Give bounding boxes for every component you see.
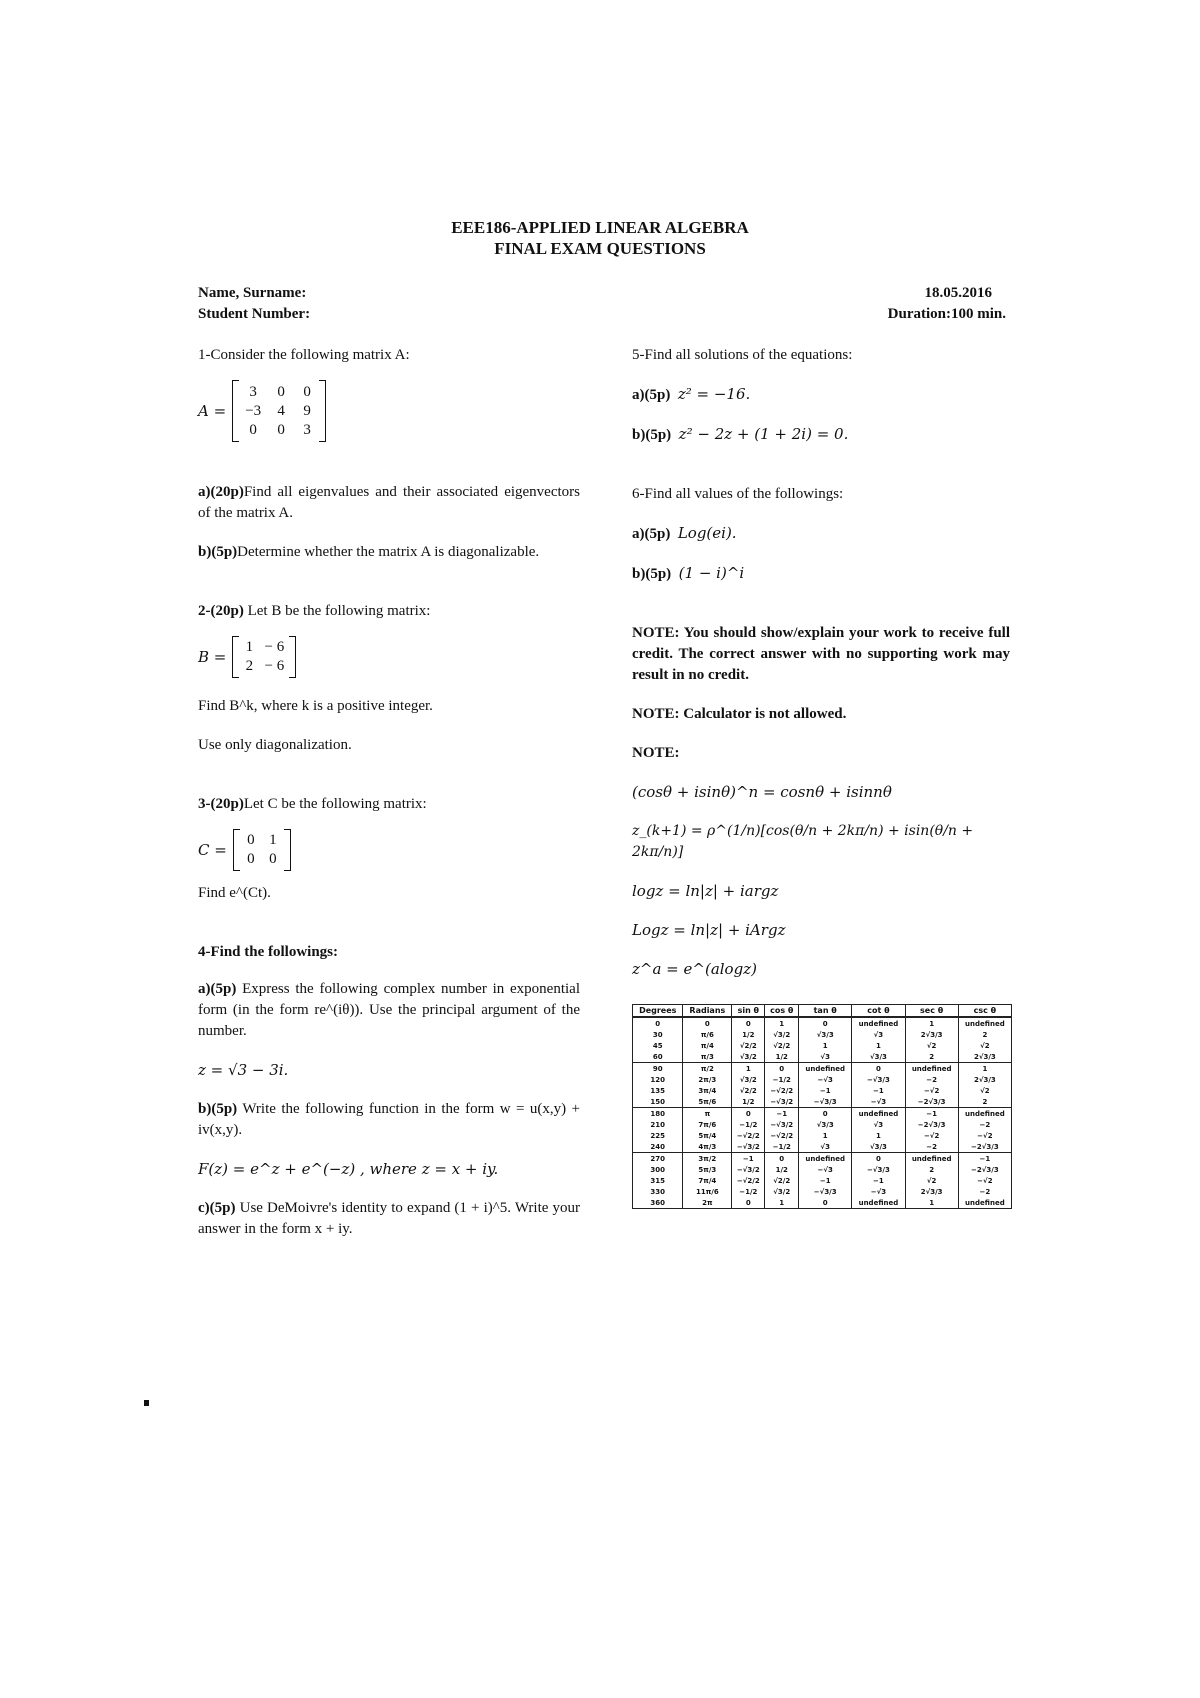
table-row bbox=[633, 1119, 1012, 1130]
q4-part-b: b)(5p) Write the following function in the form w = u(x,y) + iv(x,y). bbox=[198, 1101, 580, 1138]
table-cell: −√3 bbox=[852, 1096, 905, 1108]
matrix-cell: 9 bbox=[303, 402, 311, 419]
table-cell: undefined bbox=[799, 1153, 852, 1165]
table-cell: π/3 bbox=[683, 1051, 732, 1063]
matrix-cell: 1 bbox=[245, 639, 254, 655]
table-cell: 0 bbox=[732, 1197, 765, 1209]
table-cell: √2 bbox=[905, 1175, 958, 1186]
table-cell: 3π/2 bbox=[683, 1153, 732, 1165]
table-header: sin θ bbox=[732, 1005, 765, 1018]
table-cell: −√3/2 bbox=[765, 1119, 799, 1130]
matrix-cell: 1 bbox=[269, 832, 277, 848]
table-row bbox=[633, 1164, 1012, 1175]
table-cell: √3/3 bbox=[852, 1141, 905, 1153]
q4-part-a: a)(5p) Express the following complex number in exponential form (in the form re^(iθ)). Use the principal argument of the number. bbox=[198, 981, 581, 1039]
table-row bbox=[633, 1197, 1012, 1209]
exam-title: FINAL EXAM QUESTIONS bbox=[494, 239, 706, 258]
table-cell: undefined bbox=[799, 1063, 852, 1075]
table-cell: −√3/3 bbox=[799, 1186, 852, 1197]
table-cell: 1 bbox=[905, 1017, 958, 1029]
table-row bbox=[633, 1040, 1012, 1051]
table-cell: 1/2 bbox=[765, 1051, 799, 1063]
table-cell: 5π/4 bbox=[683, 1130, 732, 1141]
matrix-cell: 0 bbox=[277, 383, 285, 400]
table-cell: −√3/3 bbox=[799, 1096, 852, 1108]
matrix-cell: 0 bbox=[247, 851, 255, 867]
table-cell: −1 bbox=[852, 1175, 905, 1186]
formula-log: logz = ln|z| + iargz bbox=[632, 882, 779, 900]
table-cell: √2 bbox=[958, 1085, 1011, 1096]
matrix-cell: 0 bbox=[277, 421, 285, 438]
table-row bbox=[633, 1130, 1012, 1141]
table-cell: √3/2 bbox=[765, 1029, 799, 1040]
table-cell: √3/3 bbox=[799, 1029, 852, 1040]
q4-a-equation: z = √3 − 3i. bbox=[198, 1061, 289, 1079]
table-cell: √3 bbox=[852, 1119, 905, 1130]
table-cell: 210 bbox=[633, 1119, 683, 1130]
table-cell: 11π/6 bbox=[683, 1186, 732, 1197]
table-cell: 1 bbox=[958, 1063, 1011, 1075]
table-cell: √3/3 bbox=[799, 1119, 852, 1130]
exam-duration: Duration:100 min. bbox=[887, 306, 1006, 322]
table-header: csc θ bbox=[958, 1005, 1011, 1018]
table-cell: 7π/4 bbox=[683, 1175, 732, 1186]
table-cell: −1/2 bbox=[765, 1141, 799, 1153]
table-cell: 45 bbox=[633, 1040, 683, 1051]
table-cell: √3/2 bbox=[732, 1074, 765, 1085]
table-row bbox=[633, 1153, 1012, 1165]
matrix-c-label: C = bbox=[198, 841, 227, 859]
table-cell: 180 bbox=[633, 1108, 683, 1120]
table-cell: 2√3/3 bbox=[905, 1029, 958, 1040]
table-row bbox=[633, 1051, 1012, 1063]
formula-principal-log: Logz = ln|z| + iArgz bbox=[632, 921, 786, 939]
table-row bbox=[633, 1141, 1012, 1153]
matrix-cell: 3 bbox=[303, 421, 311, 438]
exam-date: 18.05.2016 bbox=[924, 285, 992, 301]
table-cell: undefined bbox=[905, 1153, 958, 1165]
table-cell: √2/2 bbox=[732, 1085, 765, 1096]
matrix-cell: 0 bbox=[303, 383, 311, 400]
name-label: Name, Surname: bbox=[198, 285, 307, 301]
right-column bbox=[632, 345, 1010, 1209]
table-cell: π/2 bbox=[683, 1063, 732, 1075]
table-cell: undefined bbox=[852, 1197, 905, 1209]
table-cell: π bbox=[683, 1108, 732, 1120]
table-cell: −√2 bbox=[905, 1130, 958, 1141]
table-cell: √3/2 bbox=[732, 1051, 765, 1063]
table-cell: 1/2 bbox=[732, 1029, 765, 1040]
table-cell: −2 bbox=[905, 1074, 958, 1085]
table-header: cos θ bbox=[765, 1005, 799, 1018]
matrix-cell: − 6 bbox=[264, 658, 285, 674]
table-cell: undefined bbox=[958, 1197, 1011, 1209]
table-cell: 30 bbox=[633, 1029, 683, 1040]
table-cell: 4π/3 bbox=[683, 1141, 732, 1153]
table-cell: 1 bbox=[765, 1197, 799, 1209]
q4-b-equation: F(z) = e^z + e^(−z) , where z = x + iy. bbox=[198, 1160, 499, 1178]
table-cell: 0 bbox=[799, 1017, 852, 1029]
table-cell: −1 bbox=[799, 1175, 852, 1186]
table-cell: 2 bbox=[905, 1164, 958, 1175]
table-cell: 1 bbox=[765, 1017, 799, 1029]
matrix-cell: − 6 bbox=[264, 639, 285, 655]
formula-roots: z_(k+1) = ρ^(1/n)[cos(θ/n + 2kπ/n) + isin(θ/n + 2kπ/n)] bbox=[632, 823, 974, 860]
table-header: cot θ bbox=[852, 1005, 905, 1018]
table-cell: 2π bbox=[683, 1197, 732, 1209]
matrix-a bbox=[198, 380, 580, 442]
q1-intro: 1-Consider the following matrix A: bbox=[198, 347, 410, 363]
table-cell: √2/2 bbox=[732, 1040, 765, 1051]
table-cell: 1 bbox=[732, 1063, 765, 1075]
table-header: tan θ bbox=[799, 1005, 852, 1018]
table-cell: √3/3 bbox=[852, 1051, 905, 1063]
q4-intro: 4-Find the followings: bbox=[198, 944, 339, 960]
matrix-cell: 0 bbox=[269, 851, 277, 867]
scan-mark bbox=[144, 1400, 149, 1406]
matrix-b bbox=[198, 636, 580, 678]
table-cell: 0 bbox=[799, 1197, 852, 1209]
table-cell: 5π/3 bbox=[683, 1164, 732, 1175]
note-calculator: NOTE: Calculator is not allowed. bbox=[632, 706, 847, 722]
trig-table bbox=[632, 1004, 1012, 1209]
table-cell: −√3/2 bbox=[765, 1096, 799, 1108]
table-cell: √3 bbox=[852, 1029, 905, 1040]
table-cell: −√3/3 bbox=[852, 1164, 905, 1175]
q1-part-a: a)(20p)Find all eigenvalues and their associated eigenvectors of the matrix A. bbox=[198, 484, 580, 521]
table-header: Radians bbox=[683, 1005, 732, 1018]
table-row bbox=[633, 1063, 1012, 1075]
table-cell: −1 bbox=[958, 1153, 1011, 1165]
table-header: sec θ bbox=[905, 1005, 958, 1018]
table-cell: 7π/6 bbox=[683, 1119, 732, 1130]
table-row bbox=[633, 1029, 1012, 1040]
table-cell: 360 bbox=[633, 1197, 683, 1209]
matrix-b-label: B = bbox=[198, 648, 227, 666]
matrix-a-label: A = bbox=[198, 402, 227, 420]
table-cell: −√2 bbox=[958, 1175, 1011, 1186]
q2-intro: 2-(20p) Let B be the following matrix: bbox=[198, 603, 431, 619]
table-cell: −2 bbox=[958, 1119, 1011, 1130]
table-cell: 60 bbox=[633, 1051, 683, 1063]
table-cell: −√3 bbox=[799, 1164, 852, 1175]
q1-part-b: b)(5p)Determine whether the matrix A is diagonalizable. bbox=[198, 544, 540, 560]
table-cell: 1 bbox=[799, 1130, 852, 1141]
table-cell: 0 bbox=[852, 1063, 905, 1075]
table-cell: undefined bbox=[958, 1017, 1011, 1029]
table-cell: −2√3/3 bbox=[958, 1141, 1011, 1153]
table-cell: 1 bbox=[799, 1040, 852, 1051]
table-cell: −2√3/3 bbox=[905, 1119, 958, 1130]
q5-intro: 5-Find all solutions of the equations: bbox=[632, 347, 853, 363]
table-cell: π/6 bbox=[683, 1029, 732, 1040]
table-cell: 330 bbox=[633, 1186, 683, 1197]
table-cell: 2√3/3 bbox=[905, 1186, 958, 1197]
matrix-cell: 0 bbox=[249, 421, 257, 438]
table-cell: 2π/3 bbox=[683, 1074, 732, 1085]
table-cell: 1 bbox=[905, 1197, 958, 1209]
table-cell: 0 bbox=[852, 1153, 905, 1165]
table-cell: √2 bbox=[958, 1040, 1011, 1051]
table-cell: −√2 bbox=[958, 1130, 1011, 1141]
table-cell: √2 bbox=[905, 1040, 958, 1051]
table-cell: −1 bbox=[732, 1153, 765, 1165]
table-cell: 0 bbox=[732, 1108, 765, 1120]
table-cell: −√3 bbox=[852, 1186, 905, 1197]
table-cell: 120 bbox=[633, 1074, 683, 1085]
table-cell: √2/2 bbox=[765, 1040, 799, 1051]
table-cell: −√2/2 bbox=[732, 1175, 765, 1186]
matrix-cell: 0 bbox=[247, 832, 255, 848]
matrix-cell: 4 bbox=[277, 402, 285, 419]
table-cell: 1/2 bbox=[765, 1164, 799, 1175]
table-cell: −1/2 bbox=[732, 1186, 765, 1197]
table-row bbox=[633, 1085, 1012, 1096]
table-cell: 150 bbox=[633, 1096, 683, 1108]
table-cell: undefined bbox=[852, 1017, 905, 1029]
table-cell: −2 bbox=[958, 1186, 1011, 1197]
q6-part-a: a)(5p) Log(ei). bbox=[632, 524, 737, 542]
table-cell: 2√3/3 bbox=[958, 1051, 1011, 1063]
table-cell: −√3 bbox=[799, 1074, 852, 1085]
q6-intro: 6-Find all values of the followings: bbox=[632, 486, 844, 502]
matrix-cell: 2 bbox=[245, 658, 254, 674]
table-cell: 3π/4 bbox=[683, 1085, 732, 1096]
table-cell: √3 bbox=[799, 1141, 852, 1153]
table-cell: 2 bbox=[905, 1051, 958, 1063]
table-cell: −1/2 bbox=[765, 1074, 799, 1085]
table-cell: 225 bbox=[633, 1130, 683, 1141]
left-column bbox=[198, 345, 580, 1240]
table-cell: 1 bbox=[852, 1130, 905, 1141]
table-row bbox=[633, 1017, 1012, 1029]
table-cell: 0 bbox=[633, 1017, 683, 1029]
course-title: EEE186-APPLIED LINEAR ALGEBRA bbox=[451, 218, 749, 237]
table-cell: −√2/2 bbox=[732, 1130, 765, 1141]
table-cell: 0 bbox=[732, 1017, 765, 1029]
table-cell: −1 bbox=[765, 1108, 799, 1120]
table-cell: √2/2 bbox=[765, 1175, 799, 1186]
formula-power: z^a = e^(alogz) bbox=[632, 960, 757, 978]
table-cell: 240 bbox=[633, 1141, 683, 1153]
table-cell: 0 bbox=[765, 1153, 799, 1165]
table-row bbox=[633, 1175, 1012, 1186]
table-cell: 1 bbox=[852, 1040, 905, 1051]
q3-intro: 3-(20p)Let C be the following matrix: bbox=[198, 796, 427, 812]
table-cell: 5π/6 bbox=[683, 1096, 732, 1108]
table-cell: −√2 bbox=[905, 1085, 958, 1096]
table-cell: undefined bbox=[852, 1108, 905, 1120]
table-cell: −√3/2 bbox=[732, 1141, 765, 1153]
table-cell: −2√3/3 bbox=[958, 1164, 1011, 1175]
q2-find: Find B^k, where k is a positive integer. bbox=[198, 698, 433, 714]
table-row bbox=[633, 1074, 1012, 1085]
table-cell: 0 bbox=[799, 1108, 852, 1120]
q6-part-b: b)(5p) (1 − i)^i bbox=[632, 564, 745, 582]
matrix-c bbox=[198, 829, 580, 871]
table-cell: 315 bbox=[633, 1175, 683, 1186]
table-cell: 90 bbox=[633, 1063, 683, 1075]
table-cell: 0 bbox=[765, 1063, 799, 1075]
table-cell: −2 bbox=[905, 1141, 958, 1153]
q3-find: Find e^(Ct). bbox=[198, 885, 271, 901]
note-show-work: NOTE: You should show/explain your work to receive full credit. The correct answer with no supporting work may result in no credit. bbox=[632, 625, 1010, 683]
table-row bbox=[633, 1096, 1012, 1108]
table-cell: √3/2 bbox=[765, 1186, 799, 1197]
table-cell: 270 bbox=[633, 1153, 683, 1165]
table-cell: −1 bbox=[905, 1108, 958, 1120]
table-row bbox=[633, 1186, 1012, 1197]
table-cell: √3 bbox=[799, 1051, 852, 1063]
table-cell: 2√3/3 bbox=[958, 1074, 1011, 1085]
table-cell: −1/2 bbox=[732, 1119, 765, 1130]
q5-part-b: b)(5p) z² − 2z + (1 + 2i) = 0. bbox=[632, 425, 849, 443]
table-header: Degrees bbox=[633, 1005, 683, 1018]
note-formulas-heading: NOTE: bbox=[632, 745, 680, 761]
table-cell: −√2/2 bbox=[765, 1085, 799, 1096]
formula-demoivre: (cosθ + isinθ)^n = cosnθ + isinnθ bbox=[632, 783, 892, 801]
table-cell: −√3/2 bbox=[732, 1164, 765, 1175]
table-cell: −2√3/3 bbox=[905, 1096, 958, 1108]
q5-part-a: a)(5p) z² = −16. bbox=[632, 385, 751, 403]
table-cell: 2 bbox=[958, 1029, 1011, 1040]
table-cell: 300 bbox=[633, 1164, 683, 1175]
table-cell: 1/2 bbox=[732, 1096, 765, 1108]
table-cell: undefined bbox=[905, 1063, 958, 1075]
table-row bbox=[633, 1108, 1012, 1120]
table-cell: 0 bbox=[683, 1017, 732, 1029]
table-cell: −√2/2 bbox=[765, 1130, 799, 1141]
matrix-cell: 3 bbox=[249, 383, 257, 400]
q4-part-c: c)(5p) Use DeMoivre's identity to expand (1 + i)^5. Write your answer in the form x + iy. bbox=[198, 1200, 580, 1237]
table-cell: −√3/3 bbox=[852, 1074, 905, 1085]
table-cell: −1 bbox=[799, 1085, 852, 1096]
table-cell: undefined bbox=[958, 1108, 1011, 1120]
q2-note: Use only diagonalization. bbox=[198, 737, 352, 753]
table-cell: 2 bbox=[958, 1096, 1011, 1108]
matrix-cell: −3 bbox=[245, 402, 262, 419]
table-cell: 135 bbox=[633, 1085, 683, 1096]
table-cell: −1 bbox=[852, 1085, 905, 1096]
table-cell: π/4 bbox=[683, 1040, 732, 1051]
student-number-label: Student Number: bbox=[198, 306, 311, 322]
